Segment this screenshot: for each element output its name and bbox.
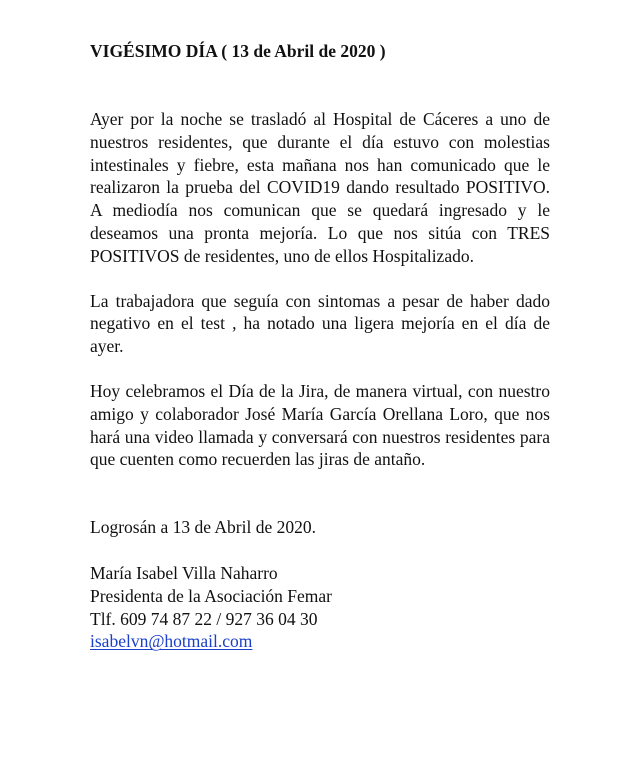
paragraph-worker-update: La trabajadora que seguía con sintomas a pesar de haber dado negativo en el test , ha notado una ligera mejoría en el día de ayer. [90,290,550,357]
document-title: VIGÉSIMO DÍA ( 13 de Abril de 2020 ) [90,41,386,61]
paragraph-jira-celebration: Hoy celebramos el Día de la Jira, de manera virtual, con nuestro amigo y colaborador José María García Orellana Loro, que nos hará una video llamada y conversará con nuestros residentes para que cuenten como recuerden las jiras de antaño. [90,380,550,470]
signer-email-link[interactable]: isabelvn@hotmail.com [90,631,253,652]
signer-phone: Tlf. 609 74 87 22 / 927 36 04 30 [90,608,318,629]
paragraph-hospital-update: Ayer por la noche se trasladó al Hospital de Cáceres a uno de nuestros residentes, que durante el día estuvo con molestias intestinales y fiebre, esta mañana nos han comunicado que le realizaron la prueba del COVID19 dando resultado POSITIVO. A mediodía nos comunican que se quedará ingresado y le deseamos una pronta mejoría. Lo que nos sitúa con TRES POSITIVOS de residentes, uno de ellos Hospitalizado. [90,109,550,266]
signature-block [90,562,550,653]
place-and-date: Logrosán a 13 de Abril de 2020. [90,517,316,538]
signer-role: Presidenta de la Asociación Femar [90,585,333,606]
signer-name: María Isabel Villa Naharro [90,562,278,583]
letter-page [90,40,550,653]
